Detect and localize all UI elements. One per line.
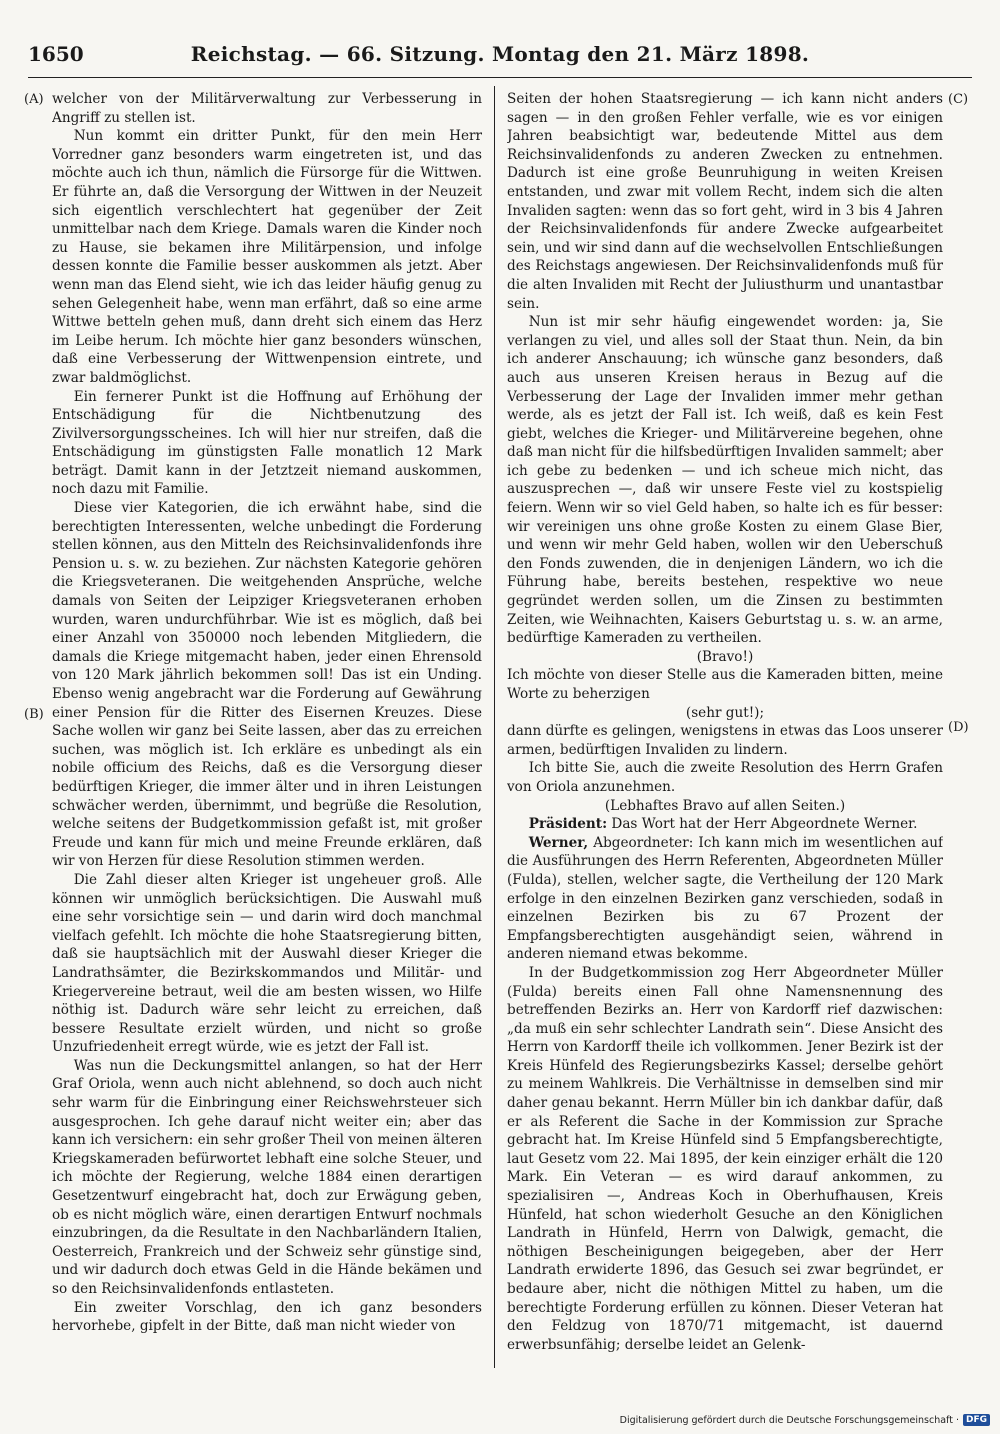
paragraph: Was nun die Deckungsmittel anlangen, so hat der Herr Graf Oriola, wenn auch nicht ablehnend, so doch auch nicht sehr warm für die Einbringung einer Reichswehrsteuer sich ausgesprochen. Ich gehe darauf nicht weiter ein; aber das kann ich versichern: ein sehr großer Theil von meinen älteren Kriegskameraden befürwortet lebhaft eine solche Steuer, und ich möchte der Regierung, welche 1884 einen derartigen Gesetzentwurf eingebracht hat, doch zur Erwägung geben, ob es nicht möglich wäre, einen derartigen Entwurf nochmals einzubringen, da die Resultate in den Nachbarländern Italien, Oesterreich, Frankreich und der Schweiz sehr günstige sind, und wir dadurch doch etwas Geld in die Hände bekämen und so den Reichsinvalidenfonds entlasteten. [52, 1057, 482, 1297]
margin-marker-b: (B) [24, 707, 44, 722]
speaker-paragraph [507, 815, 943, 834]
page-title: Reichstag. — 66. Sitzung. Montag den 21. März 1898. [190, 42, 810, 66]
page-footer [620, 1414, 990, 1426]
dfg-logo: DFG [963, 1414, 990, 1426]
paragraph: Diese vier Kategorien, die ich erwähnt habe, sind die berechtigten Interessenten, welche unbedingt die Forderung stellen können, aus den Mitteln des Reichsinvalidenfonds ihre Pension u. s. w. zu beziehen. Zur nächsten Kategorie gehören die Kriegsveteranen. Die weitgehenden Ansprüche, welche damals von Seiten der Leipziger Kriegsveteranen erhoben wurden, waren undurchführbar. Wie ist es möglich, daß bei einer Anzahl von 350000 noch lebenden Mitgliedern, die damals die Kriege mitgemacht haben, jeder einen Ehrensold von 120 Mark jährlich bekommen soll! Das ist ein Unding. Ebenso wenig angebracht war die Forderung auf Gewährung einer Pension für die Ritter des Eisernen Kreuzes. Diese Sache wollen wir ganz bei Seite lassen, aber das zu erreichen suchen, was möglich ist. Ich erkläre es unbedingt als ein nobile officium des Reichs, daß es die Versorgung dieser bedürftigen Krieger, die immer älter und in ihren Leistungen schwächer werden, übernimmt, und begrüße die Resolution, welche seitens der Budgetkommission gefaßt ist, mit großer Freude und kann für mich und meine Freunde erklären, daß wir von Herzen für diese Resolution stimmen werden. [52, 500, 482, 870]
speaker-name: Präsident: [528, 816, 608, 833]
paragraph: Seiten der hohen Staatsregierung — ich kann nicht anders sagen — in den großen Fehler verfalle, wie es vor einigen Jahren beabsichtigt war, bedeutende Mittel aus dem Reichsinvalidenfonds zu anderen Zwecken zu entnehmen. Dadurch ist eine große Beunruhigung in weiten Kreisen entstanden, und zwar mit vollem Recht, indem sich die alten Invaliden sagten: wenn das so fort geht, wird in 3 bis 4 Jahren der Reichsinvalidenfonds für andere Zwecke aufgearbeitet sein, und wir sind dann auf die wechselvollen Entschließungen des Reichstags angewiesen. Der Reichsinvalidenfonds muß für die alten Invaliden mit Recht der Juliusthurm und unantastbar sein. [507, 91, 943, 312]
speaker-text: Das Wort hat der Herr Abgeordnete Werner. [607, 816, 918, 833]
paragraph: welcher von der Militärverwaltung zur Verbesserung in Angriff zu stellen ist. [52, 91, 482, 126]
page-number: 1650 [28, 42, 84, 66]
page-header [28, 40, 972, 72]
left-column [52, 90, 482, 1365]
paragraph: Ein zweiter Vorschlag, den ich ganz besonders hervorhebe, gipfelt in der Bitte, daß man nicht wieder von [52, 1299, 482, 1335]
speaker-text: Abgeordneter: Ich kann mich im wesentlichen auf die Ausführungen des Herrn Referenten, Abgeordneten Müller (Fulda), stellen, welcher sagte, die Vertheilung der 120 Mark erfolge in den einzelnen Bezirken ganz verschieden, sodaß in einzelnen Bezirken bis zu 67 Prozent der Empfangsberechtigten ausgehändigt seien, während in anderen niemand etwas bekomme. [507, 834, 943, 963]
interjection: (Lebhaftes Bravo auf allen Seiten.) [604, 797, 846, 814]
interjection: (sehr gut!); [685, 704, 765, 721]
paragraph: Ich möchte von dieser Stelle aus die Kameraden bitten, meine Worte zu beherzigen [507, 667, 943, 702]
margin-marker-a: (A) [24, 92, 44, 107]
speaker-paragraph [507, 834, 943, 964]
paragraph: Die Zahl dieser alten Krieger ist ungeheuer groß. Alle können wir unmöglich berücksichtigen. Die Auswahl muß eine sehr vorsichtige sein — und darin wird doch manchmal vielfach gefehlt. Ich möchte die hohe Staatsregierung bitten, daß sie hauptsächlich mit der Auswahl dieser Krieger die Landrathsämter, die Bezirkskommandos und Militär- und Kriegervereine betraut, weil die am besten wissen, wo Hilfe nöthig ist. Dadurch wäre sehr leicht zu erreichen, daß bessere Resultate erzielt würden, und nicht so große Unzufriedenheit erregt würde, wie es jetzt der Fall ist. [52, 871, 482, 1056]
header-rule [28, 77, 972, 78]
interjection: (Bravo!) [696, 648, 754, 665]
speaker-name: Werner, [528, 834, 589, 851]
column-divider [494, 86, 495, 1368]
right-column [507, 90, 943, 1365]
margin-marker-c: (C) [948, 92, 969, 107]
paragraph: Ich bitte Sie, auch die zweite Resolution des Herrn Grafen von Oriola anzunehmen. [507, 760, 943, 795]
paragraph: Nun kommt ein dritter Punkt, für den mein Herr Vorredner ganz besonders warm eingetreten ist, und das möchte auch ich thun, nämlich die Fürsorge für die Wittwen. Er führte an, daß die Versorgung der Wittwen in der Neuzeit sich eigentlich verschlechtert hat gegenüber der Zeit unmittelbar nach dem Kriege. Damals waren die Kinder noch zu Hause, sie bekamen ihre Militärpension, und infolge dessen konnte die Familie besser auskommen als jetzt. Aber wenn man das Elend sieht, wie ich das leider häufig genug zu sehen Gelegenheit habe, wenn man erfährt, daß so eine arme Wittwe betteln gehen muß, dann dreht sich einem das Herz im Leibe herum. Ich möchte hier ganz besonders wünschen, daß eine Verbesserung der Wittwenpension eintrete, und zwar baldmöglichst. [52, 128, 482, 386]
margin-marker-d: (D) [948, 720, 969, 735]
paragraph: Nun ist mir sehr häufig eingewendet worden: ja, Sie verlangen zu viel, und alles soll der Staat thun. Nein, da bin ich anderer Anschauung; ich wünsche ganz besonders, daß auch aus unseren Kreisen heraus in Bezug auf die Verbesserung der Lage der Invaliden immer mehr gethan werde, als es jetzt der Fall ist. Ich weiß, daß es kein Fest giebt, welches die Krieger- und Militärvereine begehen, ohne daß man nicht für die hilfsbedürftigen Invaliden sammelt; aber ich gebe zu bedenken — und ich scheue mich nicht, das auszusprechen —, daß wir unsere Feste viel zu kostspielig feiern. Wenn wir so viel Geld haben, so halte ich es für besser: wir vereinigen uns ohne große Kosten zu einem Glase Bier, und wenn wir mehr Geld haben, wollen wir den Ueberschuß den Fonds zuwenden, die in denjenigen Ländern, wo ich die Führung habe, bereits bestehen, respektive wo neue gegründet werden sollen, um die Zinsen zu bestimmten Zeiten, wie Weihnachten, Kaisers Geburtstag u. s. w. an arme, bedürftige Kameraden zu vertheilen. [507, 314, 943, 647]
paragraph: dann dürfte es gelingen, wenigstens in etwas das Loos unserer armen, bedürftigen Invaliden zu lindern. [507, 723, 943, 758]
paragraph: In der Budgetkommission zog Herr Abgeordneter Müller (Fulda) bereits einen Fall ohne Namensnennung des betreffenden Bezirks an. Herr von Kardorff rief dazwischen: „da muß ein sehr schlechter Landrath sein“. Diese Ansicht des Herrn von Kardorff theile ich vollkommen. Jener Bezirk ist der Kreis Hünfeld des Regierungsbezirks Kassel; derselbe gehört zu meinem Wahlkreis. Die Verhältnisse in demselben sind mir daher genau bekannt. Herrn Müller bin ich dankbar dafür, daß er als Referent die Sache in der Kommission zur Sprache gebracht hat. Im Kreise Hünfeld sind 5 Empfangsberechtigte, laut Gesetz vom 22. Mai 1895, der kein einziger erhält die 120 Mark. Ein Veteran — es wird darauf ankommen, zu spezialisiren —, Andreas Koch in Oberhufhausen, Kreis Hünfeld, hat schon wiederholt Gesuche an den Königlichen Landrath in Hünfeld, Herrn von Dalwigk, gemacht, die nöthigen Bescheinigungen beigegeben, aber der Herr Landrath erwiderte 1896, das Gesuch sei zwar begründet, er bedaure aber, nicht die nöthigen Mittel zu haben, um die berechtigte Forderung erfüllen zu können. Dieser Veteran hat den Feldzug von 1870/71 mitgemacht, ist dauernd erwerbsunfähig; derselbe leidet an Gelenk- [507, 964, 943, 1353]
footer-credit: Digitalisierung gefördert durch die Deutsche Forschungsgemeinschaft · [619, 1414, 959, 1426]
paragraph: Ein fernerer Punkt ist die Hoffnung auf Erhöhung der Entschädigung für die Nichtbenutzung des Zivilversorgungsscheines. Ich will hier nur streifen, daß die Entschädigung im günstigsten Falle monatlich 12 Mark beträgt. Damit kann in der Jetztzeit niemand auskommen, noch dazu mit Familie. [52, 388, 482, 498]
